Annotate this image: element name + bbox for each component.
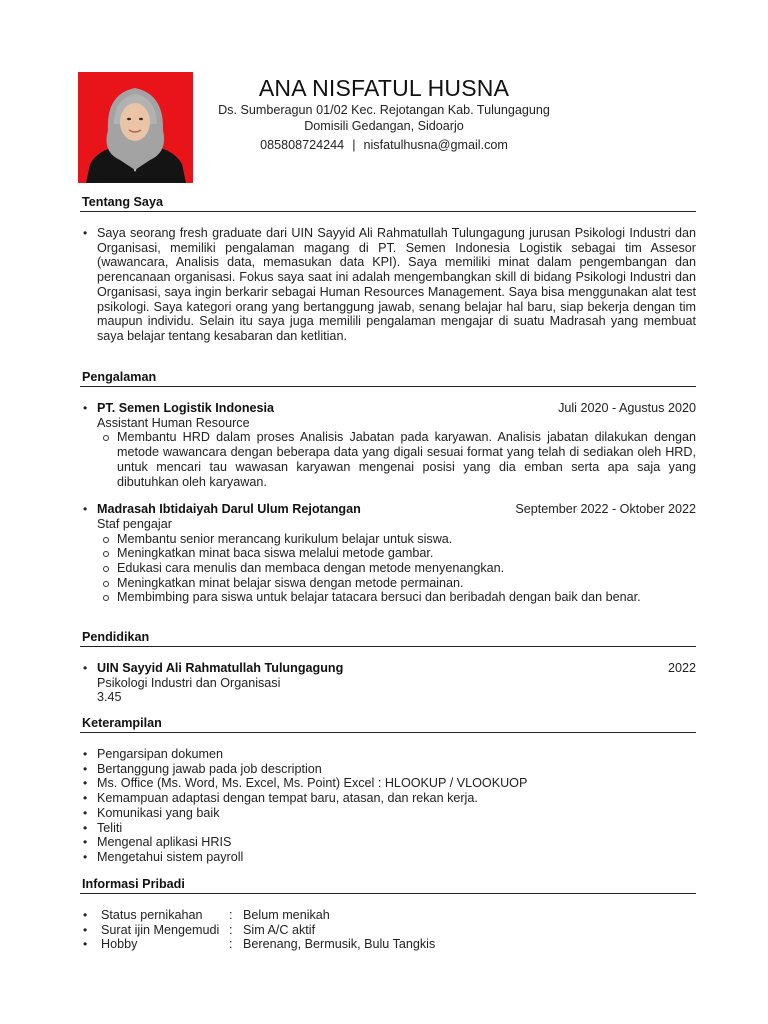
info-value: Sim A/C aktif xyxy=(243,922,316,937)
profile-photo xyxy=(78,72,193,183)
skill-item: • Komunikasi yang baik xyxy=(80,806,696,821)
info-colon: : xyxy=(229,908,233,922)
skill-item: • Pengarsipan dokumen xyxy=(80,747,696,762)
skill-item: • Teliti xyxy=(80,821,696,836)
section-title-skills: Keterampilan xyxy=(80,716,696,733)
skill-item: • Mengetahui sistem payroll xyxy=(80,850,696,865)
personal-info-row xyxy=(80,923,696,938)
personal-info-section xyxy=(80,877,696,952)
section-title-about: Tentang Saya xyxy=(80,195,696,212)
personal-info-row xyxy=(80,908,696,923)
resume-header xyxy=(200,74,568,153)
experience-org: • PT. Semen Logistik Indonesia xyxy=(97,401,275,415)
section-title-personal: Informasi Pribadi xyxy=(80,877,696,894)
info-colon: : xyxy=(229,922,233,937)
experience-role: Assistant Human Resource xyxy=(97,415,250,430)
experience-period: September 2022 - Oktober 2022 xyxy=(515,502,696,517)
education-item xyxy=(80,661,696,705)
experience-item xyxy=(80,502,696,605)
info-label: Surat ijin Mengemudi xyxy=(101,922,220,937)
about-text: • Saya seorang fresh graduate dari UIN Sayyid Ali Rahmatullah Tulungagung jurusan Psikologi Industri dan Organisasi, memiliki pengalaman magang di PT. Semen Indonesia Logistik sebagai tim Assesor (wawancara, Analisis data, memasukan data KPI). Saya memiliki minat dalam pengembangan dan perencanaan organisasi. Fokus saya saat ini adalah mengembangkan skill di bidang Psikologi Industri dan Organisasi, saya ingin berkarir sebagai Human Resources Management. Saya bisa menggunakan alat test psikologi. Saya kategori orang yang bertanggung jawab, senang belajar hal baru, siap bekerja dengan tim maupun individu. Selain itu saya juga memilili pengalaman mengajar di suatu Madrasah yang membuat saya belajar tentang kesabaran dan ketlitian. xyxy=(80,226,696,344)
skills-section xyxy=(80,716,696,865)
phone-number: 085808724244 xyxy=(260,138,345,152)
education-major: Psikologi Industri dan Organisasi xyxy=(97,675,281,690)
skill-item: • Ms. Office (Ms. Word, Ms. Excel, Ms. Point) Excel : HLOOKUP / VLOOKUOP xyxy=(80,776,696,791)
email-address[interactable]: nisfatulhusna@gmail.com xyxy=(363,138,508,152)
skill-item: • Mengenal aplikasi HRIS xyxy=(80,835,696,850)
experience-point: Membantu HRD dalam proses Analisis Jabatan pada karyawan. Analisis jabatan dilakukan dengan metode wawancara dengan beberapa data yang digali sesuai format yang telah di sediakan oleh HRD, untuk mencari tau wawasan karyawan mengenai posisi yang dia emban serta apa saja yang dibutuhkan oleh karyawan. xyxy=(97,430,696,489)
contact-line xyxy=(200,137,568,153)
experience-section xyxy=(80,370,696,605)
section-title-experience: Pengalaman xyxy=(80,370,696,387)
education-year: 2022 xyxy=(667,661,696,675)
info-label: Status pernikahan xyxy=(101,908,203,922)
experience-item xyxy=(80,401,696,489)
full-name: ANA NISFATUL HUSNA xyxy=(258,75,510,101)
about-section xyxy=(80,195,696,344)
info-value: Belum menikah xyxy=(243,908,330,922)
experience-point: Membantu senior merancang kurikulum belajar untuk siswa. xyxy=(97,532,696,547)
experience-period: Juli 2020 - Agustus 2020 xyxy=(558,401,696,415)
section-title-education: Pendidikan xyxy=(80,630,696,647)
experience-point: Meningkatkan minat belajar siswa dengan metode permainan. xyxy=(97,576,696,591)
experience-point: Meningkatkan minat baca siswa melalui metode gambar. xyxy=(97,546,696,561)
skill-item: • Kemampuan adaptasi dengan tempat baru, atasan, dan rekan kerja. xyxy=(80,791,696,806)
personal-info-row xyxy=(80,937,696,952)
domicile-line: Domisili Gedangan, Sidoarjo xyxy=(304,119,464,133)
experience-point: Edukasi cara menulis dan membaca dengan metode menyenangkan. xyxy=(97,561,696,576)
education-section xyxy=(80,630,696,705)
experience-org: • Madrasah Ibtidaiyah Darul Ulum Rejotangan xyxy=(97,502,361,517)
experience-point: Membimbing para siswa untuk belajar tatacara bersuci dan beribadah dengan baik dan benar. xyxy=(97,590,696,605)
info-colon: : xyxy=(229,937,233,952)
contact-separator: | xyxy=(352,138,356,152)
address-line: Ds. Sumberagun 01/02 Kec. Rejotangan Kab. Tulungagung xyxy=(218,103,550,117)
info-label: Hobby xyxy=(101,937,138,952)
experience-role: Staf pengajar xyxy=(97,516,172,531)
skill-item: • Bertanggung jawab pada job description xyxy=(80,762,696,777)
education-gpa: 3.45 xyxy=(97,690,122,705)
education-school: • UIN Sayyid Ali Rahmatullah Tulungagung xyxy=(97,661,344,675)
info-value: Berenang, Bermusik, Bulu Tangkis xyxy=(243,937,436,952)
